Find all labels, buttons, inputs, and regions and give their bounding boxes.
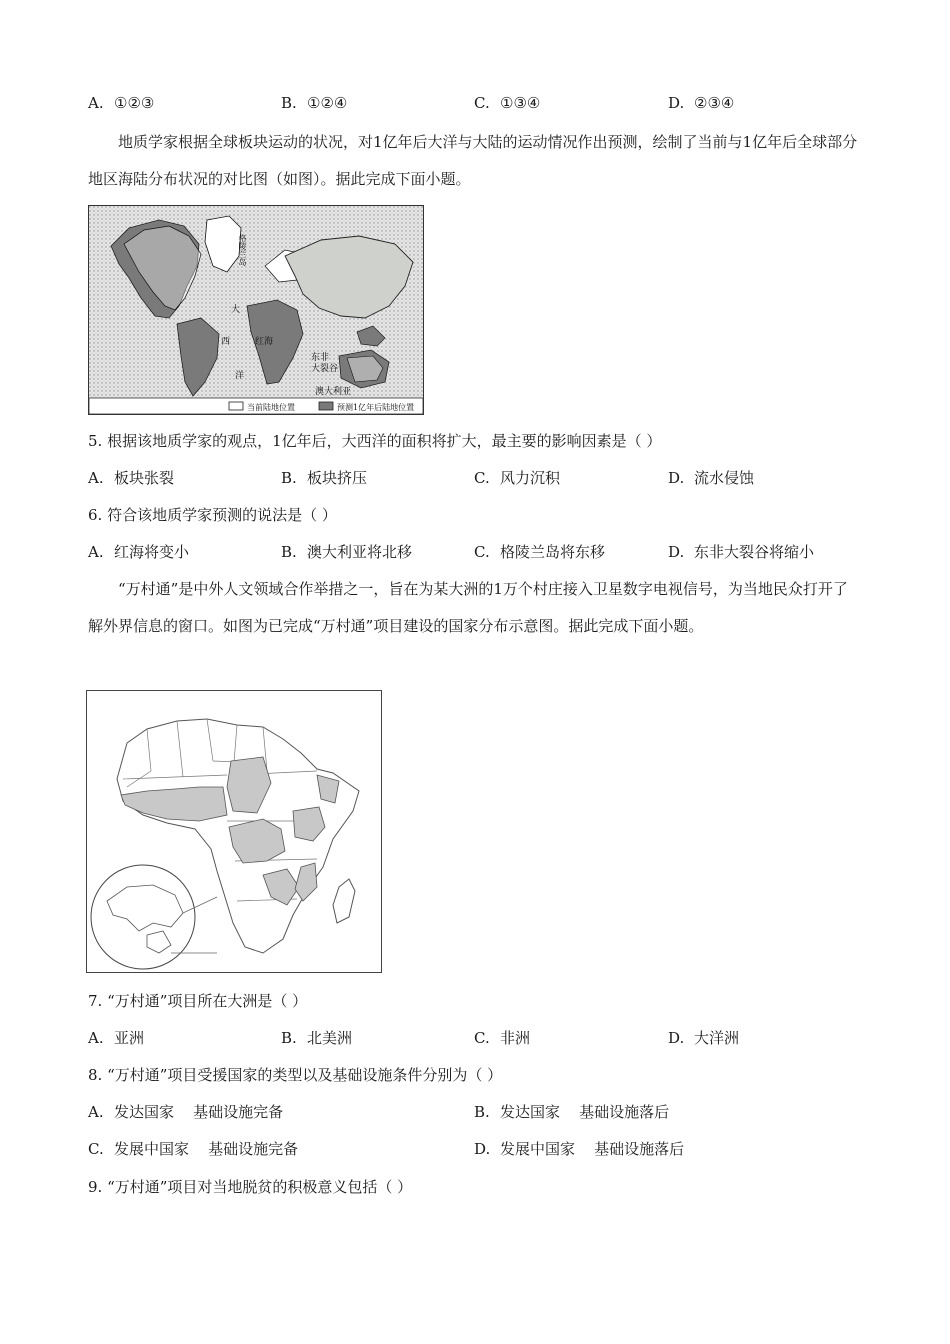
label-xi: 西 bbox=[221, 337, 231, 347]
q7-option-c: C. 非洲 bbox=[474, 1029, 531, 1047]
q4-option-b: B. ①②④ bbox=[281, 94, 348, 112]
intro-paragraph-1: 地质学家根据全球板块运动的状况，对1亿年后大洋与大陆的运动情况作出预测，绘制了当前与1亿年后全球部分地区海陆分布状况的对比图（如图）。据此完成下面小题。 bbox=[88, 133, 858, 188]
q7-option-d: D. 大洋洲 bbox=[668, 1029, 740, 1047]
intro-paragraph-2: “万村通”是中外人文领域合作举措之一，旨在为某大洲的1万个村庄接入卫星数字电视信号，为当地民众打开了解外界信息的窗口。如图为已完成“万村通”项目建设的国家分布示意图。据此完成下面小题。 bbox=[88, 580, 848, 635]
q5-option-d: D. 流水侵蚀 bbox=[668, 469, 755, 487]
q8-stem: 8. “万村通”项目受援国家的类型以及基础设施条件分别为（ ） bbox=[88, 1066, 503, 1084]
q6-option-b: B. 澳大利亚将北移 bbox=[281, 543, 413, 561]
legend-future: 预测1亿年后陆地位置 bbox=[337, 403, 415, 412]
label-red-sea: 红海 bbox=[255, 337, 274, 347]
label-rift-1: 东非 bbox=[311, 353, 330, 363]
q4-option-c: C. ①③④ bbox=[474, 94, 541, 112]
label-rift-2: 大裂谷 bbox=[311, 364, 339, 374]
q5-stem: 5. 根据该地质学家的观点，1亿年后，大西洋的面积将扩大，最主要的影响因素是（ ） bbox=[88, 432, 662, 450]
q8-option-a: A. 发达国家 基础设施完备 bbox=[88, 1103, 284, 1121]
africa-project-map bbox=[86, 690, 382, 973]
world-plate-map bbox=[88, 205, 424, 415]
world-map-drawing bbox=[89, 206, 423, 414]
label-da: 大 bbox=[231, 305, 241, 315]
q8-option-d: D. 发展中国家 基础设施落后 bbox=[474, 1140, 685, 1158]
label-greenland: 格陵兰岛 bbox=[238, 234, 247, 266]
q4-option-a: A. ①②③ bbox=[88, 94, 155, 112]
q7-option-a: A. 亚洲 bbox=[88, 1029, 145, 1047]
q7-stem: 7. “万村通”项目所在大洲是（ ） bbox=[88, 992, 308, 1010]
q7-option-b: B. 北美洲 bbox=[281, 1029, 353, 1047]
q5-option-a: A. 板块张裂 bbox=[88, 469, 175, 487]
q6-stem: 6. 符合该地质学家预测的说法是（ ） bbox=[88, 506, 337, 524]
legend-current: 当前陆地位置 bbox=[247, 403, 295, 412]
label-yang: 洋 bbox=[235, 371, 245, 381]
q5-option-c: C. 风力沉积 bbox=[474, 469, 561, 487]
q6-option-d: D. 东非大裂谷将缩小 bbox=[668, 543, 815, 561]
q4-option-d: D. ②③④ bbox=[668, 94, 735, 112]
label-australia: 澳大利亚 bbox=[315, 387, 352, 397]
q6-option-c: C. 格陵兰岛将东移 bbox=[474, 543, 606, 561]
q6-option-a: A. 红海将变小 bbox=[88, 543, 190, 561]
q9-stem: 9. “万村通”项目对当地脱贫的积极意义包括（ ） bbox=[88, 1178, 413, 1196]
africa-map-drawing bbox=[87, 691, 381, 972]
q5-option-b: B. 板块挤压 bbox=[281, 469, 368, 487]
q8-option-c: C. 发展中国家 基础设施完备 bbox=[88, 1140, 299, 1158]
q8-option-b: B. 发达国家 基础设施落后 bbox=[474, 1103, 670, 1121]
